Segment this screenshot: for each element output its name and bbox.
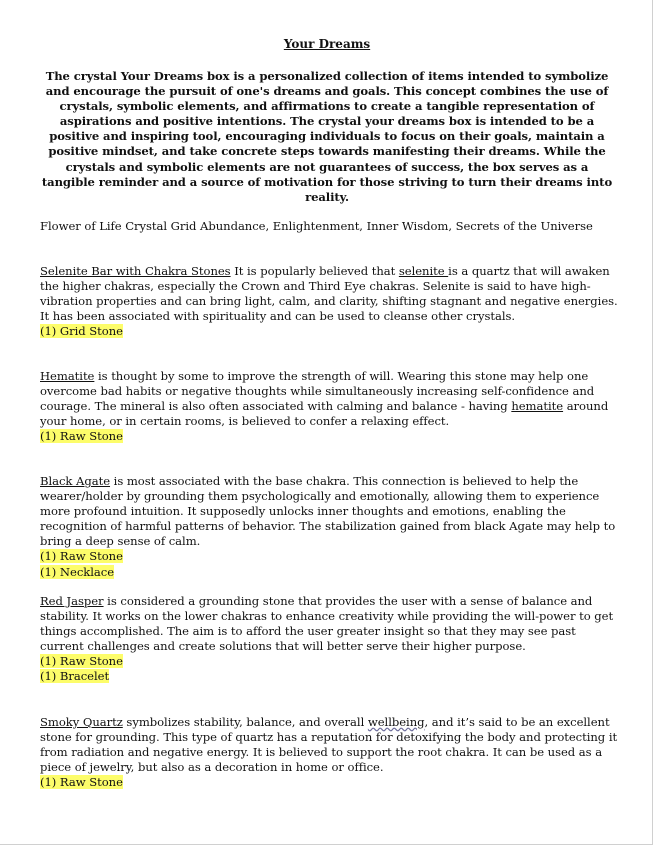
smoky-quartz-link: wellbeing — [367, 715, 425, 729]
smoky-quartz-heading: Smoky Quartz — [40, 715, 123, 729]
red-jasper-item-raw-stone: (1) Raw Stone — [40, 654, 123, 669]
black-agate-item-raw-stone: (1) Raw Stone — [40, 549, 123, 564]
hematite-text-1: is thought by some to improve the strength of will. Wearing this stone may help one overcome bad habits or negative thoughts while simultaneously increasing self-confidence and courage. The mineral is also often associated with calming and balance - having — [40, 369, 595, 414]
crystal-grid-line: Flower of Life Crystal Grid Abundance, Enlightenment, Inner Wisdom, Secrets of the Universe — [40, 219, 593, 233]
selenite-text-1: It is popularly believed that — [230, 264, 399, 278]
hematite-item-raw-stone: (1) Raw Stone — [40, 429, 123, 444]
selenite-link: selenite — [398, 264, 449, 278]
red-jasper-text: is considered a grounding stone that provides the user with a sense of balance and stability. It works on the lower chakras to enhance creativity while providing the will-power to get things accomplished. The aim is to afford the user greater insight so that they may see past current challenges and create solutions that will better serve their higher purpose. — [40, 594, 614, 654]
hematite-section — [40, 369, 620, 444]
smoky-quartz-text-2: , and it’s said to be an excellent stone for grounding. This type of quartz has a reputation for detoxifying the body and protecting it from radiation and negative energy. It is believed to support the root chakra. It can be used as a piece of jewelry, but also as a decoration in home or office. — [40, 715, 618, 775]
intro-paragraph: The crystal Your Dreams box is a personalized collection of items intended to symbolize and encourage the pursuit of one's dreams and goals. This concept combines the use of crystals, symbolic elements, and affirmations to create a tangible representation of aspirations and positive intentions. The crystal your dreams box is intended to be a positive and inspiring tool, encouraging individuals to focus on their goals, maintain a positive mindset, and take concrete steps towards manifesting their dreams. While the crystals and symbolic elements are not guarantees of success, the box serves as a tangible reminder and a source of motivation for those striving to turn their dreams into reality. — [41, 69, 613, 204]
hematite-link: hematite — [511, 399, 564, 414]
smoky-quartz-section — [40, 715, 620, 790]
black-agate-text: is most associated with the base chakra. This connection is believed to help the wearer/holder by grounding them psychologically and emotionally, allowing them to experience more profound intuition. It supposedly unlocks inner thoughts and emotions, enabling the recognition of harmful patterns of behavior. The stabilization gained from black Agate may help to bring a deep sense of calm. — [40, 474, 616, 549]
hematite-heading: Hematite — [40, 369, 95, 383]
document-title: Your Dreams — [283, 37, 371, 51]
black-agate-section — [40, 474, 620, 580]
hematite-text-2: around your home, or in certain rooms, is believed to confer a relaxing effect. — [40, 399, 609, 429]
red-jasper-section — [40, 594, 620, 685]
black-agate-item-necklace: (1) Necklace — [40, 564, 115, 579]
smoky-quartz-item-raw-stone: (1) Raw Stone — [40, 775, 123, 790]
selenite-section — [40, 264, 620, 339]
selenite-item-grid-stone: (1) Grid Stone — [40, 324, 123, 339]
red-jasper-heading: Red Jasper — [40, 594, 104, 608]
smoky-quartz-text-1: symbolizes stability, balance, and overall — [122, 715, 368, 729]
selenite-text-2: is a quartz that will awaken the higher chakras, especially the Crown and Third Eye chakras. Selenite is said to have high-vibration properties and can bring light, calm, and clarity, shifting stagnant and negative energies. It has been associated with spirituality and can be used to cleanse other crystals. — [40, 264, 618, 324]
selenite-heading: Selenite Bar with Chakra Stones — [40, 264, 231, 278]
red-jasper-item-bracelet: (1) Bracelet — [40, 669, 110, 684]
black-agate-heading: Black Agate — [40, 474, 111, 488]
